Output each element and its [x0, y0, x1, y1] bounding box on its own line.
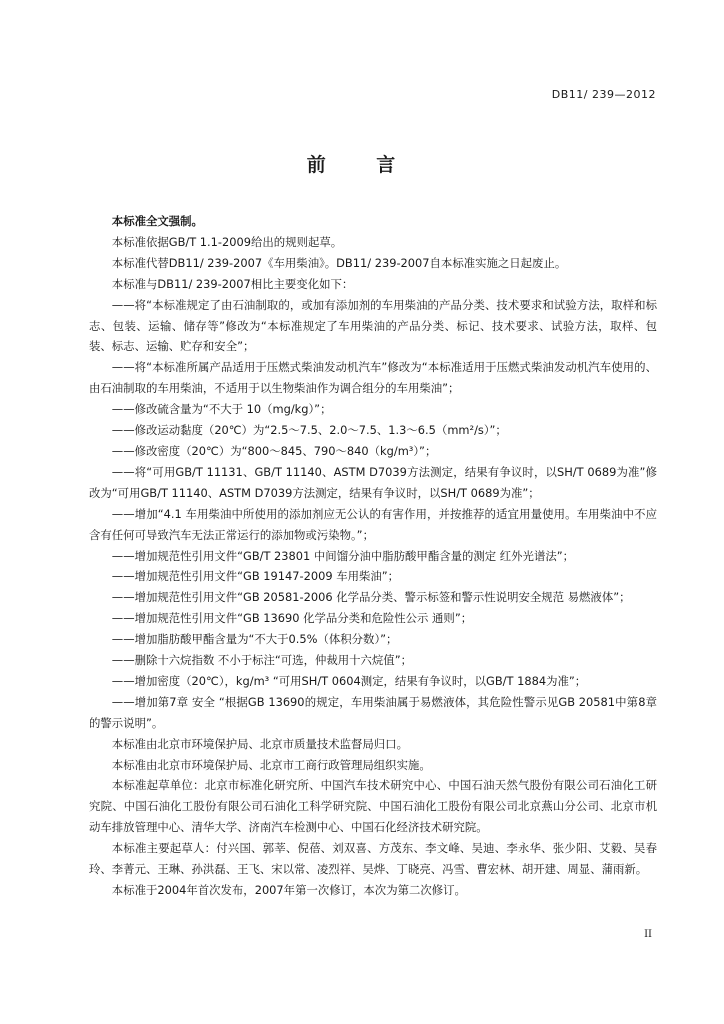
- change-item: ——删除十六烷指数 不小于标注“可选，仲裁用十六烷值”；: [111, 653, 412, 668]
- foreword-body: [89, 211, 657, 901]
- paragraph: 本标准依据GB/T 1.1-2009给出的规则起草。: [111, 234, 343, 249]
- change-item: ——增加规范性引用文件“GB 13690 化学品分类和危险性公示 通则”；: [111, 611, 473, 626]
- paragraph: 本标准全文强制。: [111, 214, 203, 228]
- document-code: DB11/ 239—2012: [551, 88, 656, 101]
- change-item: ——将“可用GB/T 11131、GB/T 11140、ASTM D7039方法测定，结果有争议时，以SH/T 0689为准”修改为“可用GB/T 11140、ASTM D7039方法测定，结果有争议时，以SH/T 0689为准”；: [89, 464, 657, 500]
- paragraph: 本标准与DB11/ 239-2007相比主要变化如下：: [111, 276, 354, 291]
- page-title: 前 言: [306, 154, 418, 176]
- change-item: ——修改硫含量为“不大于 10（mg/kg）”；: [111, 402, 332, 417]
- change-item: ——增加密度（20℃），kg/m³ “可用SH/T 0604测定，结果有争议时，以GB/T 1884为准”；: [111, 673, 587, 688]
- change-item: ——增加第7章 安全 “根据GB 13690的规定，车用柴油属于易燃液体，其危险性警示见GB 20581中第8章的警示说明”。: [89, 694, 657, 730]
- paragraph: 本标准主要起草人：付兴国、郭莘、倪蓓、刘双喜、方茂东、李文峰、吴迪、李永华、张少阳、艾毅、吴春玲、李菁元、王琳、孙洪磊、王飞、宋以常、凌烈祥、吴烨、丁晓亮、冯雪、曹宏林、胡开建、周显、蒲雨新。: [89, 841, 657, 877]
- change-item: ——增加规范性引用文件“GB 19147-2009 车用柴油”；: [111, 569, 400, 584]
- change-item: ——修改密度（20℃）为“800～845、790～840（kg/m³）”；: [111, 443, 437, 458]
- page-number: II: [644, 929, 652, 940]
- change-item: ——修改运动黏度（20℃）为“2.5～7.5、2.0～7.5、1.3～6.5（mm²/s）”；: [111, 423, 507, 438]
- change-item: ——增加脂肪酸甲酯含量为“不大于0.5%（体积分数）”；: [111, 632, 398, 647]
- change-item: ——将“本标准规定了由石油制取的，或加有添加剂的车用柴油的产品分类、技术要求和试验方法，取样和标志、包装、运输、储存等”修改为“本标准规定了车用柴油的产品分类、标记、技术要求、试验方法，取样、包装、标志、运输、贮存和安全”；: [89, 297, 657, 354]
- change-item: ——将“本标准所属产品适用于压燃式柴油发动机汽车”修改为“本标准适用于压燃式柴油发动机汽车使用的、由石油制取的车用柴油，不适用于以生物柴油作为调合组分的车用柴油”；: [89, 360, 657, 396]
- paragraph: 本标准由北京市环境保护局、北京市工商行政管理局组织实施。: [111, 757, 431, 772]
- paragraph: 本标准起草单位：北京市标准化研究所、中国汽车技术研究中心、中国石油天然气股份有限公司石油化工研究院、中国石油化工股份有限公司石油化工科学研究院、中国石油化工股份有限公司北京燕山分公司、北京市机动车排放管理中心、清华大学、济南汽车检测中心、中国石化经济技术研究院。: [89, 778, 657, 835]
- change-item: ——增加“4.1 车用柴油中所使用的添加剂应无公认的有害作用，并按推荐的适宜用量使用。车用柴油中不应含有任何可导致汽车无法正常运行的添加物或污染物。”；: [89, 506, 657, 542]
- change-item: ——增加规范性引用文件“GB 20581-2006 化学品分类、警示标签和警示性说明安全规范 易燃液体”；: [111, 590, 631, 605]
- change-item: ——增加规范性引用文件“GB/T 23801 中间馏分油中脂肪酸甲酯含量的测定 红外光谱法”；: [111, 548, 575, 563]
- paragraph: 本标准由北京市环境保护局、北京市质量技术监督局归口。: [111, 736, 408, 751]
- paragraph: 本标准于2004年首次发布，2007年第一次修订，本次为第二次修订。: [111, 883, 466, 897]
- paragraph: 本标准代替DB11/ 239-2007《车用柴油》。DB11/ 239-2007自本标准实施之日起废止。: [111, 255, 567, 270]
